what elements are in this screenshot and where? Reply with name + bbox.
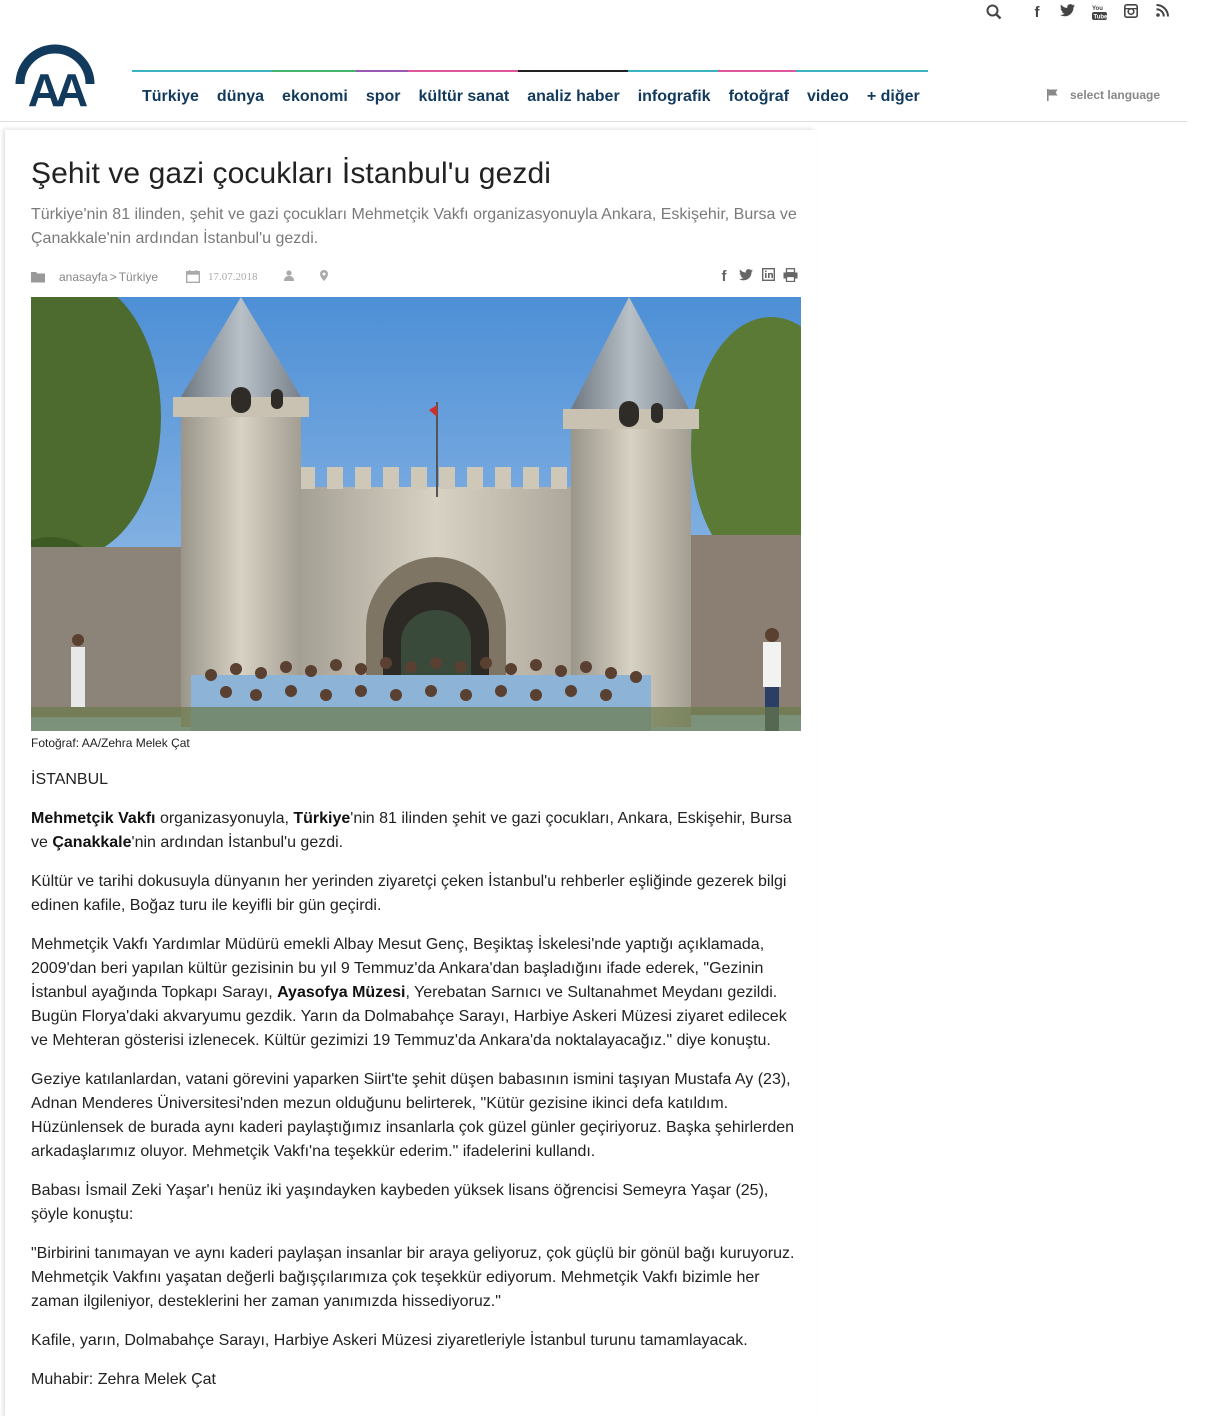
nav-item-infografik[interactable]: infografik [637,88,711,105]
paragraph-text: 'nin 81 ilinden şehit ve gazi çocukları, Ankara, Eskişehir, Bursa ve [31,810,792,851]
paragraph-1 [31,807,801,855]
social-bar [0,0,1230,30]
svg-text:You: You [1091,6,1103,12]
dateline: İSTANBUL [31,771,109,788]
rss-icon[interactable] [1153,4,1171,22]
article-lead: Türkiye'nin 81 ilinden, şehit ve gazi çocukları Mehmetçik Vakfı organizasyonuyla Ankara, Eskişehir, Bursa ve Çanakkale'nin ardından İstanbul'u gezdi. [31,206,797,247]
user-icon [284,270,294,281]
main-nav [132,86,929,108]
paragraph-text: organizasyonuyla, [155,810,294,827]
facebook-icon[interactable]: f [1034,4,1040,21]
youtube-icon[interactable] [1090,4,1108,22]
logo-text: AA [27,64,83,110]
nav-item-dunya[interactable]: dünya [216,88,265,105]
breadcrumb [31,270,158,284]
svg-text:Tube: Tube [1093,14,1107,20]
link-turkiye[interactable]: Türkiye [293,810,351,827]
breadcrumb-section[interactable]: Türkiye [118,270,159,284]
twitter-icon[interactable] [1058,4,1076,22]
nav-item-fotograf[interactable]: fotoğraf [728,88,790,105]
share-facebook-icon[interactable]: f [721,268,727,285]
folder-icon [31,271,47,283]
share-buttons [713,268,801,286]
paragraph-text: 'nin ardından İstanbul'u gezdi. [131,834,344,851]
share-twitter-icon[interactable] [735,268,757,286]
paragraph-text: , Yerebatan Sarnıcı ve Sultanahmet Meydanı gezildi. Bugün Florya'daki akvaryumu gezdik. Yarın da Dolmabahçe Sarayı, Harbiye Askeri Müzesi ziyaret edilecek ve Mehteran gösterisi izlenecek. Kültür gezimizi 19 Temmuz'da Ankara'da noktalayacağız." diye konuştu. [31,984,787,1049]
photo-caption: Fotoğraf: AA/Zehra Melek Çat [31,736,190,750]
flag-icon [1046,88,1060,102]
paragraph-text: Mehmetçik Vakfı Yardımlar Müdürü emekli Albay Mesut Genç, Beşiktaş İskelesi'nde yaptığı açıklamada, 2009'dan beri yapılan kültür gezisinin bu yıl 9 Temmuz'da Ankara'dan başladığını ifade ederek, "Gezinin İstanbul ayağında Topkapı Sarayı, [31,936,765,1001]
link-ayasofya-muzesi[interactable]: Ayasofya Müzesi [277,984,406,1001]
paragraph-6: "Birbirini tanımayan ve aynı kaderi paylaşan insanlar bir araya geliyoruz, çok güçlü bir gönül bağı kuruyoruz. Mehmetçik Vakfını yaşatan değerli bağışçılarımıza çok teşekkür ediyorum. Mehmetçik Vakfı bizimle her zaman ilgileniyor, desteklerini her zaman yanımızda hissediyoruz." [31,1245,795,1310]
article-title: Şehit ve gazi çocukları İstanbul'u gezdi [31,157,552,190]
language-selector[interactable] [1046,88,1160,102]
nav-item-video[interactable]: video [807,88,849,105]
paragraph-4: Geziye katılanlardan, vatani görevini yaparken Siirt'te şehit düşen babasının ismini taşıyan Mustafa Ay (23), Adnan Menderes Üniversitesi'nden mezun olduğunu belirterek, "Kütür gezisine ikinci defa katıldım. Hüzünlensek de burada aynı kaderi paylaştığımız insanlarla çok güzel günler geçiriyoruz. Başka şehirlerden arkadaşlarımız oluyor. Mehmetçik Vakfı'na teşekkür ederim." ifadelerini kullandı. [31,1071,795,1160]
share-linkedin-icon[interactable] [757,268,779,286]
paragraph-3 [31,933,801,1053]
paragraph-7: Kafile, yarın, Dolmabahçe Sarayı, Harbiye Askeri Müzesi ziyaretleriyle İstanbul turunu tamamlayacak. [31,1332,748,1349]
article-meta [31,268,801,288]
author-meta [284,270,294,281]
breadcrumb-home[interactable]: anasayfa [59,270,108,284]
header-divider [0,121,1187,122]
link-mehmetcik-vakfi[interactable]: Mehmetçik Vakfı [31,810,156,827]
instagram-icon[interactable] [1122,4,1140,22]
nav-item-kultur-sanat[interactable]: kültür sanat [418,88,510,105]
nav-color-strip [132,70,928,72]
link-canakkale[interactable]: Çanakkale [52,834,132,851]
nav-item-spor[interactable]: spor [365,88,401,105]
print-icon[interactable] [779,268,801,286]
paragraph-2: Kültür ve tarihi dokusuyla dünyanın her yerinden ziyaretçi çeken İstanbul'u rehberler eşliğinde gezerek bilgi edinen kafile, Boğaz turu ile keyifli bir gün geçirdi. [31,873,787,914]
article-body [31,768,801,1407]
nav-item-analiz-haber[interactable]: analiz haber [527,88,620,105]
map-marker-icon [320,270,328,281]
reporter-line: Muhabir: Zehra Melek Çat [31,1371,216,1388]
date-text: 17.07.2018 [208,270,258,283]
paragraph-5: Babası İsmail Zeki Yaşar'ı henüz iki yaşındayken kaybeden yüksek lisans öğrencisi Semeyra Yaşar (25), şöyle konuştu: [31,1182,769,1223]
calendar-icon [186,270,200,283]
article-photo[interactable] [31,297,801,731]
article-date [186,270,258,283]
breadcrumb-separator: > [109,270,117,284]
language-label: select language [1070,88,1161,102]
aa-logo[interactable] [14,40,96,110]
nav-item-ekonomi[interactable]: ekonomi [282,88,348,105]
search-icon[interactable] [985,4,1003,22]
location-meta [320,270,328,281]
nav-item-turkiye[interactable]: Türkiye [142,88,199,105]
nav-item-diger[interactable]: + diğer [866,88,920,105]
